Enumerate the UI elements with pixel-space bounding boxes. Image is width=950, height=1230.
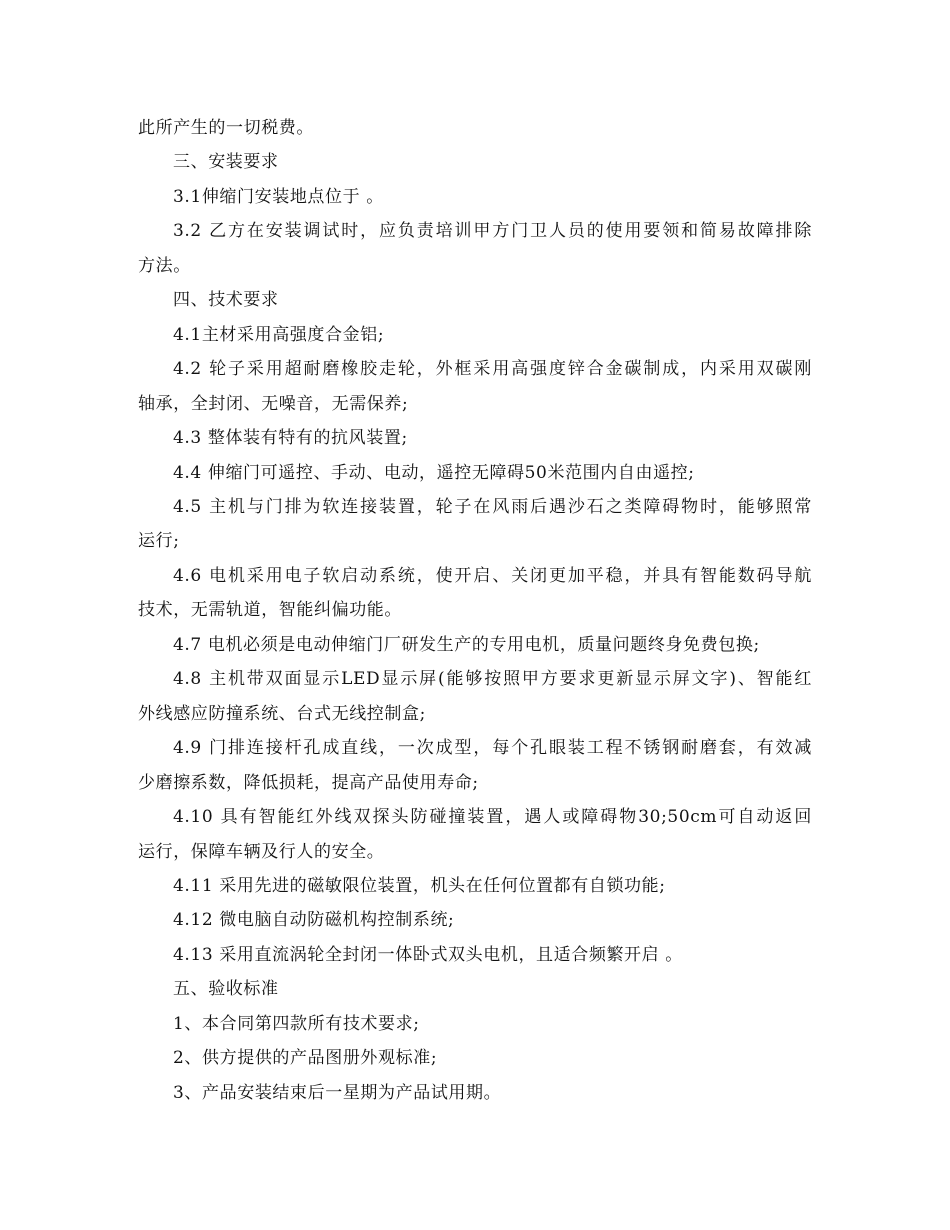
section-heading-technical (138, 283, 812, 317)
clause-4-3 (138, 421, 812, 455)
clause-4-9 (138, 731, 812, 800)
text-line: 4.11 采用先进的磁敏限位装置，机头在任何位置都有自锁功能; (173, 875, 666, 896)
text-line: 2、供方提供的产品图册外观标准; (173, 1048, 438, 1069)
text-line: 4.1主材采用高强度合金铝; (173, 324, 385, 345)
clause-4-6 (138, 559, 812, 628)
text-line: 1、本合同第四款所有技术要求; (173, 1013, 420, 1034)
text-line: 4.5 主机与门排为软连接装置，轮子在风雨后遇沙石之类障碍物时，能够照常 (173, 496, 812, 517)
text-line: 方法。 (138, 255, 191, 276)
text-line: 4.13 采用直流涡轮全封闭一体卧式双头电机，且适合频繁开启 。 (173, 944, 683, 965)
acceptance-item-3 (138, 1076, 812, 1110)
text-line: 4.2 轮子采用超耐磨橡胶走轮，外框采用高强度锌合金碳制成，内采用双碳刚 (173, 359, 812, 380)
continued-text: 此所产生的一切税费。 (138, 118, 314, 138)
heading-text: 四、技术要求 (173, 290, 279, 311)
text-line: 4.12 微电脑自动防磁机构控制系统; (173, 910, 455, 931)
clause-4-4 (138, 456, 812, 490)
text-line: 4.3 整体装有特有的抗风装置; (173, 428, 408, 449)
heading-text: 三、安装要求 (173, 152, 279, 173)
text-line: 4.4 伸缩门可遥控、手动、电动，遥控无障碍50米范围内自由遥控; (173, 462, 695, 483)
text-line: 4.9 门排连接杆孔成直线，一次成型，每个孔眼装工程不锈钢耐磨套，有效减 (173, 738, 812, 759)
text-line: 4.6 电机采用电子软启动系统，使开启、关闭更加平稳，并具有智能数码导航 (173, 565, 812, 586)
clause-3-1 (138, 180, 812, 214)
clause-3-2 (138, 214, 812, 283)
clause-4-13 (138, 938, 812, 972)
heading-text: 五、验收标准 (173, 979, 279, 1000)
clause-4-2 (138, 352, 812, 421)
section-heading-acceptance (138, 972, 812, 1006)
clause-4-1 (138, 318, 812, 352)
text-line: 4.7 电机必须是电动伸缩门厂研发生产的专用电机，质量问题终身免费包换; (173, 634, 760, 655)
text-line: 少磨擦系数，降低损耗，提高产品使用寿命; (138, 772, 479, 793)
document-body (138, 111, 812, 1110)
acceptance-item-1 (138, 1007, 812, 1041)
text-line: 轴承，全封闭、无噪音，无需保养; (138, 393, 409, 414)
text-line: 运行，保障车辆及行人的安全。 (138, 841, 385, 862)
text-line: 4.8 主机带双面显示LED显示屏(能够按照甲方要求更新显示屏文字)、智能红 (173, 669, 812, 690)
acceptance-item-2 (138, 1041, 812, 1075)
clause-4-12 (138, 903, 812, 937)
text-line: 运行; (138, 531, 180, 552)
text-line: 3.1伸缩门安装地点位于 。 (173, 186, 384, 207)
text-line: 3.2 乙方在安装调试时，应负责培训甲方门卫人员的使用要领和简易故障排除 (173, 221, 812, 242)
text-line: 4.10 具有智能红外线双探头防碰撞装置，遇人或障碍物30;50cm可自动返回 (173, 807, 812, 828)
clause-4-10 (138, 800, 812, 869)
text-line: 3、产品安装结束后一星期为产品试用期。 (173, 1082, 502, 1103)
clause-4-5 (138, 490, 812, 559)
text-line: 技术，无需轨道，智能纠偏功能。 (138, 600, 402, 621)
clause-4-11 (138, 869, 812, 903)
section-heading-installation (138, 145, 812, 179)
clause-4-7 (138, 628, 812, 662)
text-line: 外线感应防撞系统、台式无线控制盒; (138, 703, 426, 724)
clause-4-8 (138, 662, 812, 731)
